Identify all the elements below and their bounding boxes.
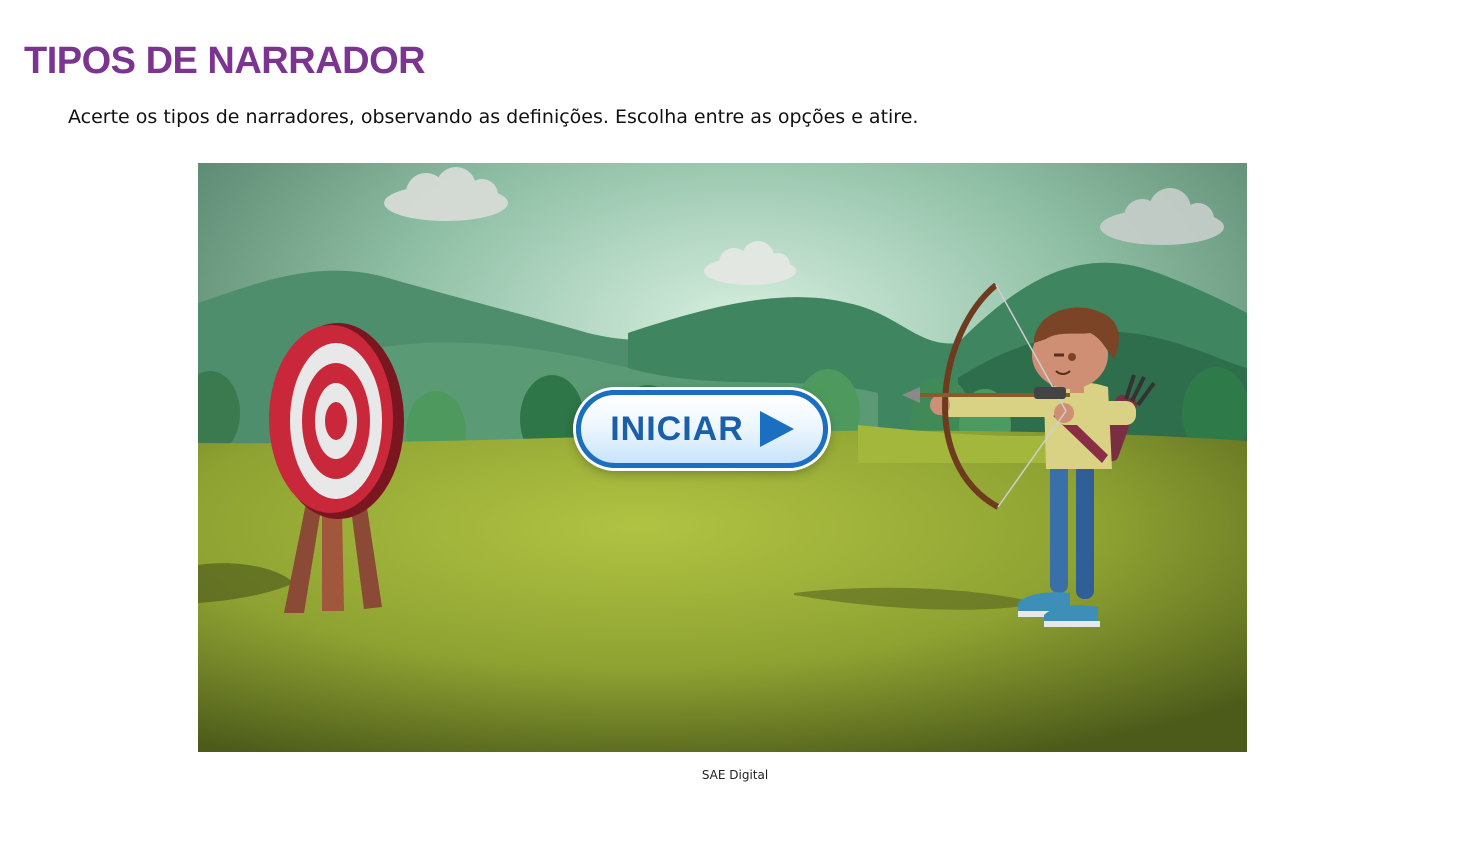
start-button-label: INICIAR [610, 409, 744, 448]
play-icon [760, 411, 794, 447]
start-button[interactable] [576, 390, 828, 468]
image-caption: SAE Digital [701, 768, 769, 782]
instructions-text: Acerte os tipos de narradores, observando as definições. Escolha entre as opções e atire. [68, 106, 919, 128]
game-stage[interactable] [198, 163, 1247, 752]
page-title: TIPOS DE NARRADOR [24, 40, 426, 82]
